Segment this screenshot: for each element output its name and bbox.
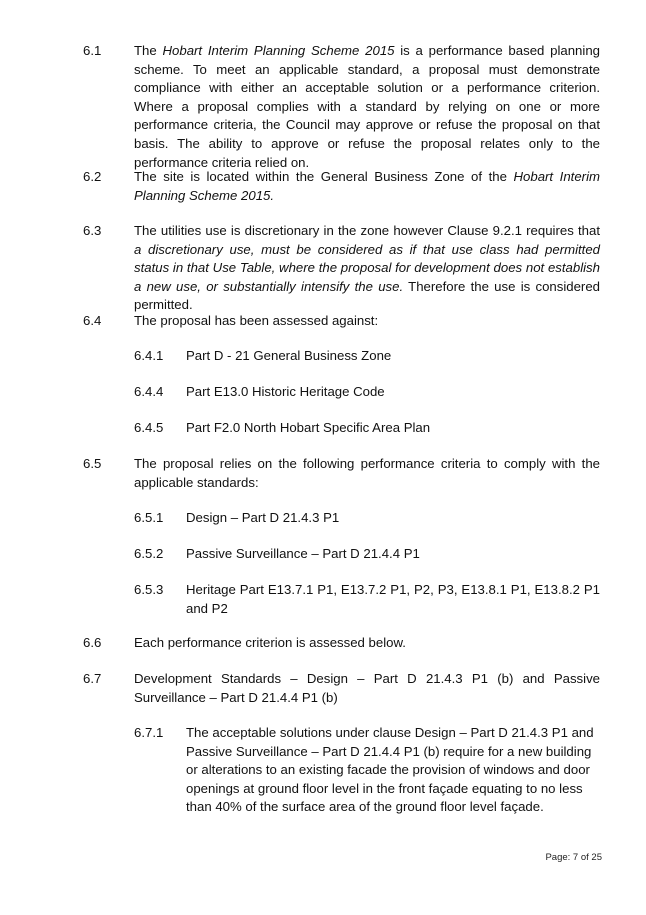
- page-number: Page: 7 of 25: [545, 852, 602, 863]
- paragraph-text: The utilities use is discretionary in the zone however Clause 9.2.1 requires that a discretionary use, must be considered as if that use class had permitted status in that Use Table, where the proposal for development does not establish a new use, or substantially intensify the use. Therefore the use is considered permitted.: [134, 223, 600, 313]
- item-number: 6.5.2: [134, 546, 164, 561]
- item-text: Design – Part D 21.4.3 P1: [186, 510, 340, 525]
- item-text: The acceptable solutions under clause Design – Part D 21.4.3 P1 and Passive Surveillance – Part D 21.4.4 P1 (b) require for a new building or alterations to an existing facade the provision of windows and door openings at ground floor level in the front façade equating to no less than 40% of the surface area of the ground floor level façade.: [186, 725, 594, 815]
- item-text: Heritage Part E13.7.1 P1, E13.7.2 P1, P2, P3, E13.8.1 P1, E13.8.2 P1 and P2: [186, 582, 600, 616]
- item-text: Part E13.0 Historic Heritage Code: [186, 384, 385, 399]
- item-number: 6.4.4: [134, 384, 164, 399]
- item-number: 6.5.1: [134, 510, 164, 525]
- item-number: 6.5.3: [134, 582, 164, 597]
- paragraph-text: The site is located within the General Business Zone of the Hobart Interim Planning Scheme 2015.: [134, 169, 600, 203]
- paragraph-number: 6.1: [83, 43, 102, 58]
- paragraph-text: The proposal relies on the following performance criteria to comply with the applicable standards:: [134, 456, 600, 490]
- item-number: 6.4.1: [134, 348, 164, 363]
- paragraph-text: The proposal has been assessed against:: [134, 313, 379, 328]
- paragraph-number: 6.7: [83, 671, 102, 686]
- paragraph-text: Development Standards – Design – Part D 21.4.3 P1 (b) and Passive Surveillance – Part D 21.4.4 P1 (b): [134, 671, 600, 705]
- paragraph-number: 6.6: [83, 635, 102, 650]
- paragraph-number: 6.5: [83, 456, 102, 471]
- paragraph-number: 6.4: [83, 313, 102, 328]
- item-text: Part D - 21 General Business Zone: [186, 348, 392, 363]
- paragraph-text: The Hobart Interim Planning Scheme 2015 is a performance based planning scheme. To meet an applicable standard, a proposal must demonstrate compliance with either an acceptable solution or a performance criterion. Where a proposal complies with a standard by relying on one or more performance criteria, the Council may approve or refuse the proposal on that basis. The ability to approve or refuse the proposal relates only to the performance criteria relied on.: [134, 43, 600, 170]
- item-number: 6.7.1: [134, 725, 164, 740]
- paragraph-number: 6.3: [83, 223, 102, 238]
- paragraph-number: 6.2: [83, 169, 102, 184]
- item-text: Part F2.0 North Hobart Specific Area Plan: [186, 420, 431, 435]
- paragraph-text: Each performance criterion is assessed below.: [134, 635, 406, 650]
- item-number: 6.4.5: [134, 420, 164, 435]
- item-text: Passive Surveillance – Part D 21.4.4 P1: [186, 546, 420, 561]
